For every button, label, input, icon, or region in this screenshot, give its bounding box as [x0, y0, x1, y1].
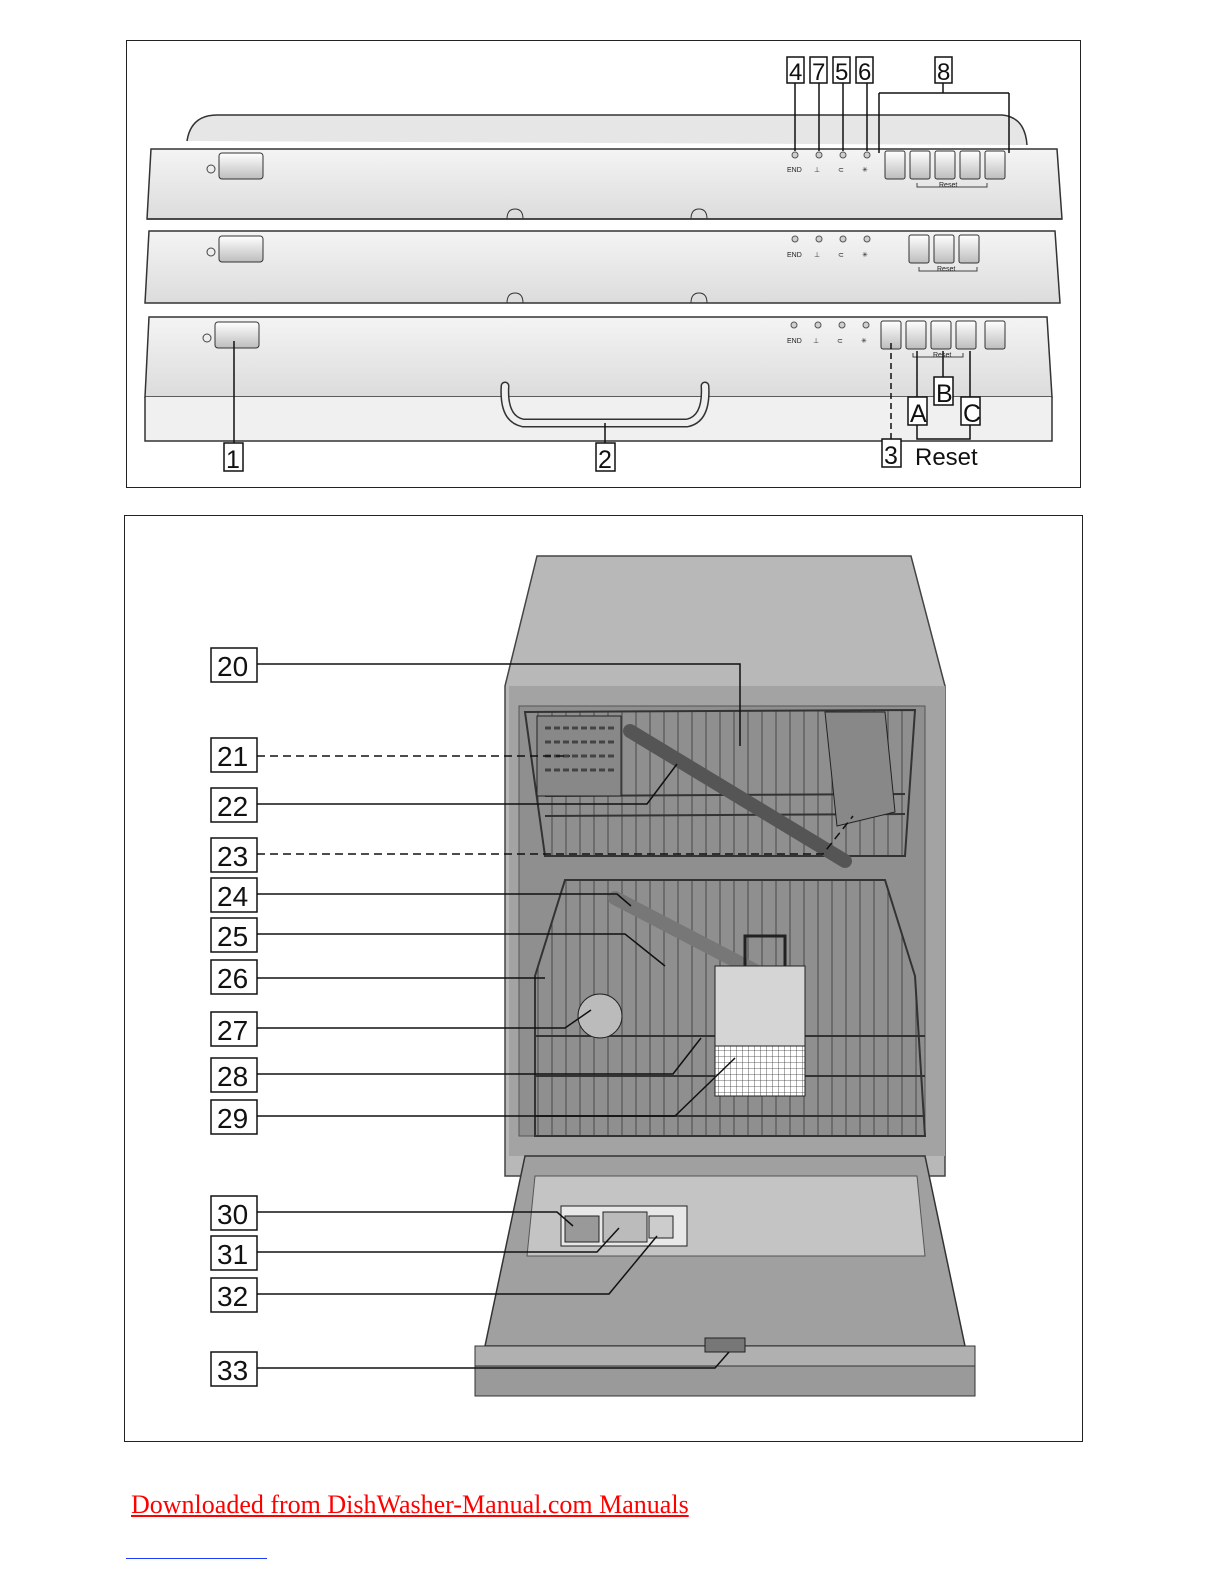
svg-text:✳: ✳	[861, 338, 867, 345]
footer-divider	[126, 1558, 267, 1559]
callout-20: 20	[217, 651, 249, 682]
callout-1: 1	[226, 446, 240, 474]
program-buttons[interactable]	[881, 321, 1005, 349]
power-button[interactable]	[215, 322, 259, 348]
svg-text:⊥: ⊥	[814, 252, 821, 259]
callout-C: C	[963, 400, 982, 428]
filter	[578, 994, 622, 1038]
callout-32: 32	[217, 1281, 249, 1312]
callout-26: 26	[217, 963, 249, 994]
cutlery-basket[interactable]	[715, 1046, 805, 1096]
callout-7: 7	[812, 59, 826, 86]
callout-2: 2	[598, 446, 612, 474]
callout-21: 21	[217, 741, 249, 772]
panel-variant-2	[145, 231, 1060, 303]
svg-text:⊥: ⊥	[814, 167, 821, 174]
callout-B: B	[936, 380, 953, 408]
power-button[interactable]	[219, 236, 263, 262]
callout-23: 23	[217, 841, 249, 872]
callout-A: A	[910, 400, 927, 428]
end-indicator-label: END	[787, 167, 802, 174]
knife-shelf[interactable]	[825, 712, 895, 826]
callout-29: 29	[217, 1103, 249, 1134]
interior-illustration	[125, 516, 1084, 1443]
svg-text:✳: ✳	[862, 167, 868, 174]
lower-basket[interactable]	[535, 880, 925, 1136]
callout-25: 25	[217, 921, 249, 952]
control-panel-figure	[126, 40, 1081, 488]
svg-text:END: END	[787, 338, 802, 345]
svg-text:Reset: Reset	[939, 182, 958, 189]
svg-text:⊂: ⊂	[838, 252, 844, 259]
callout-6: 6	[858, 59, 872, 86]
control-panel-illustration	[127, 41, 1082, 489]
svg-text:⊥: ⊥	[813, 338, 820, 345]
callout-24: 24	[217, 881, 249, 912]
callout-3: 3	[884, 442, 898, 470]
callout-22: 22	[217, 791, 249, 822]
upper-basket[interactable]	[525, 710, 915, 861]
svg-text:✳: ✳	[862, 252, 868, 259]
svg-text:Reset: Reset	[933, 352, 952, 359]
power-button[interactable]	[219, 153, 263, 179]
footer-download-link[interactable]: Downloaded from DishWasher-Manual.com Manuals	[131, 1490, 689, 1519]
callout-33: 33	[217, 1355, 249, 1386]
interior-figure	[124, 515, 1083, 1442]
program-buttons[interactable]	[885, 151, 1005, 179]
callout-31: 31	[217, 1239, 249, 1270]
panel-variant-1	[147, 149, 1062, 219]
callout-4: 4	[789, 59, 803, 86]
svg-text:⊂: ⊂	[838, 167, 844, 174]
svg-text:⊂: ⊂	[837, 338, 843, 345]
callout-28: 28	[217, 1061, 249, 1092]
callout-reset: Reset	[915, 444, 978, 471]
callout-30: 30	[217, 1199, 249, 1230]
callout-8: 8	[937, 59, 951, 86]
callout-5: 5	[835, 59, 849, 86]
type-plate	[705, 1338, 745, 1352]
svg-text:END: END	[787, 252, 802, 259]
program-buttons[interactable]	[909, 235, 979, 263]
callout-27: 27	[217, 1015, 249, 1046]
svg-text:Reset: Reset	[937, 266, 956, 273]
